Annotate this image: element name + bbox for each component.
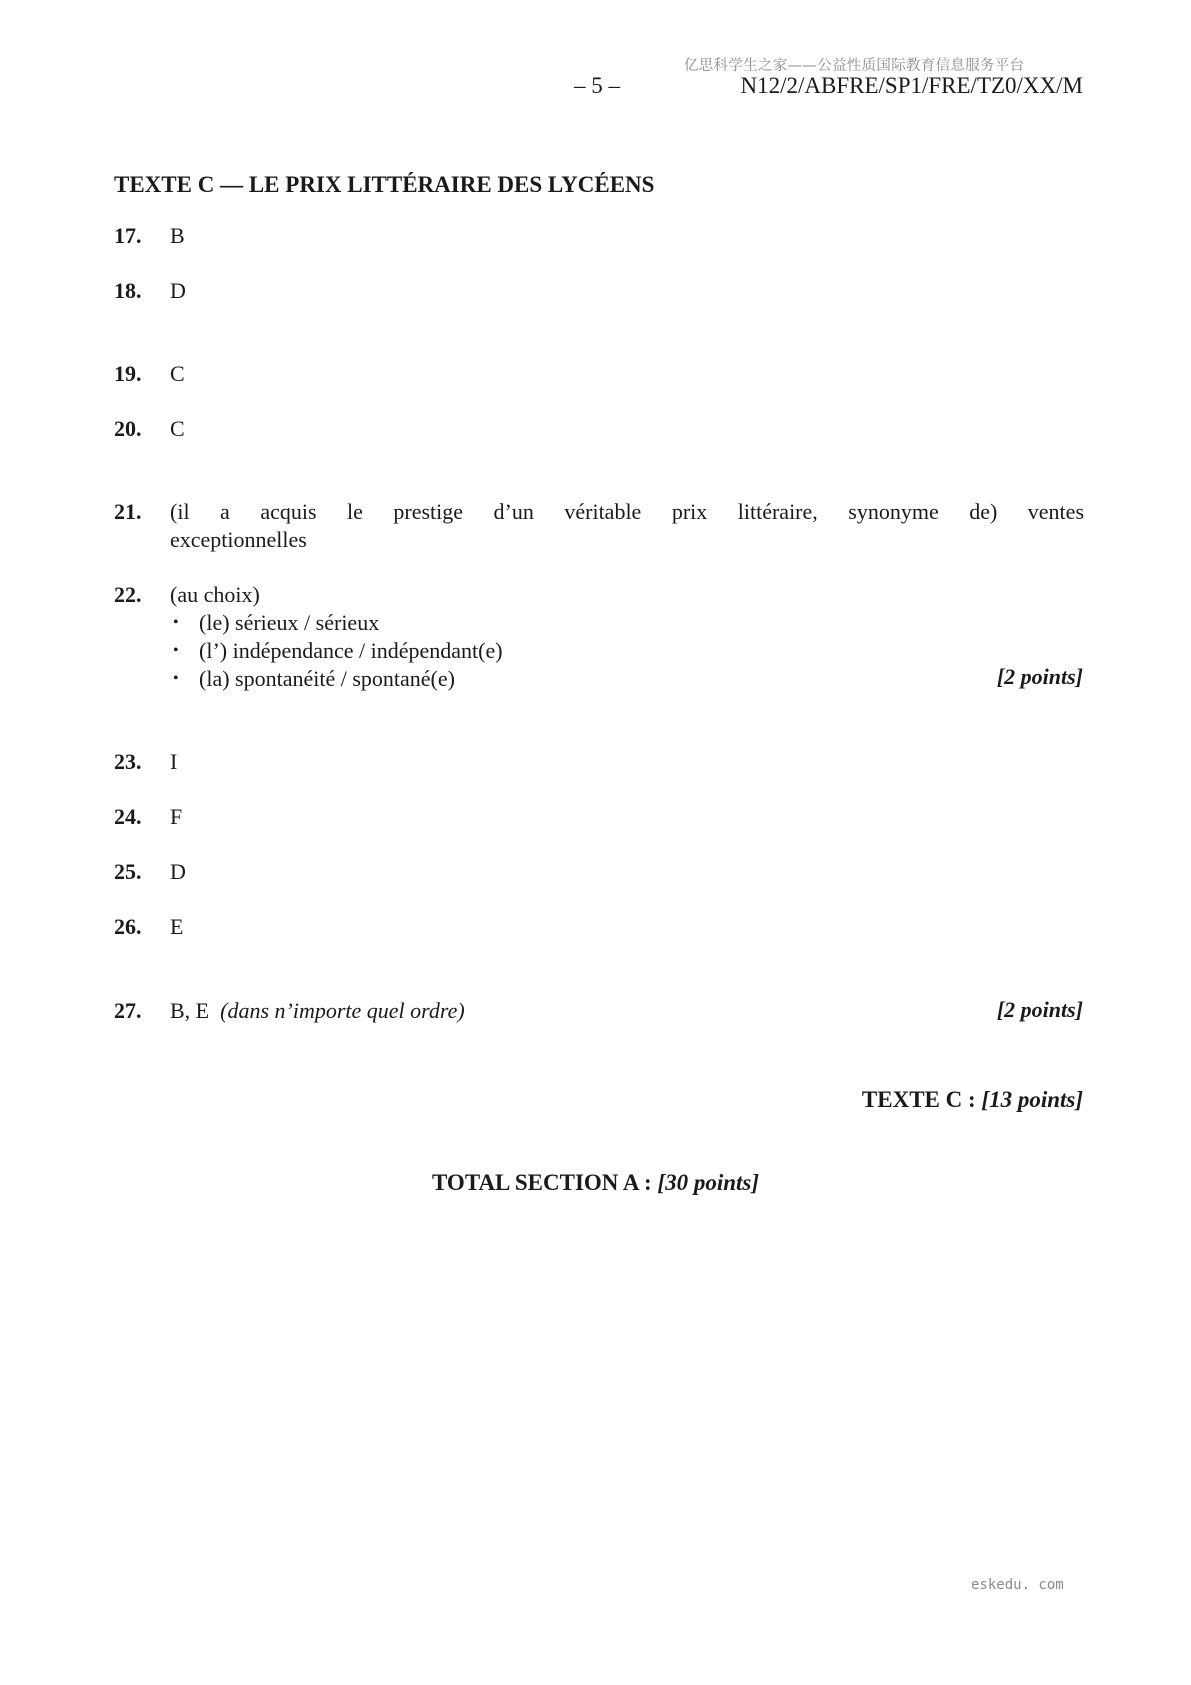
question-22-points: [2 points] bbox=[996, 664, 1083, 689]
question-number: 27. bbox=[114, 998, 142, 1023]
subtotal-label: TEXTE C : bbox=[861, 1087, 976, 1112]
section-title: TEXTE C — LE PRIX LITTÉRAIRE DES LYCÉENS bbox=[114, 172, 655, 197]
total-label: TOTAL SECTION A : bbox=[432, 1170, 652, 1195]
question-answer: I bbox=[170, 749, 178, 774]
question-answer bbox=[170, 997, 465, 1025]
question-answer: F bbox=[170, 804, 183, 829]
question-number: 22. bbox=[114, 582, 142, 607]
question-number: 19. bbox=[114, 361, 142, 386]
answer-bullet: • (l’) indépendance / indépendant(e) bbox=[170, 637, 503, 665]
section-total bbox=[0, 1170, 1191, 1196]
answer-bullet-list bbox=[170, 609, 503, 693]
question-number: 25. bbox=[114, 859, 142, 884]
footer-watermark: eskedu. com bbox=[971, 1577, 1064, 1593]
question-number: 17. bbox=[114, 223, 142, 248]
question-answer: C bbox=[170, 416, 185, 441]
question-number: 20. bbox=[114, 416, 142, 441]
answer-note: (dans n’importe quel ordre) bbox=[220, 998, 465, 1023]
answer-text: B, E bbox=[170, 998, 210, 1023]
total-points: [30 points] bbox=[657, 1170, 759, 1195]
section-subtotal bbox=[862, 1087, 1083, 1113]
question-answer bbox=[170, 581, 503, 693]
answer-intro: (au choix) bbox=[170, 582, 260, 607]
question-number: 24. bbox=[114, 804, 142, 829]
question-number: 26. bbox=[114, 914, 142, 939]
answer-line-2: exceptionnelles bbox=[170, 527, 307, 552]
question-answer: C bbox=[170, 361, 185, 386]
question-number: 18. bbox=[114, 278, 142, 303]
header-watermark: 亿思科学生之家——公益性质国际教育信息服务平台 bbox=[684, 58, 1025, 74]
question-number: 23. bbox=[114, 749, 142, 774]
answer-line-1: (il a acquis le prestige d’un véritable prix littéraire, synonyme de) ventes bbox=[170, 499, 1084, 524]
question-answer: E bbox=[170, 914, 184, 939]
question-number: 21. bbox=[114, 499, 142, 524]
answer-bullet: • (la) spontanéité / spontané(e) bbox=[170, 665, 503, 693]
question-answer: D bbox=[170, 859, 186, 884]
answer-bullet: • (le) sérieux / sérieux bbox=[170, 609, 503, 637]
question-27-points: [2 points] bbox=[996, 997, 1083, 1022]
page-number: – 5 – bbox=[574, 73, 620, 98]
question-answer: B bbox=[170, 223, 185, 248]
question-answer: D bbox=[170, 278, 186, 303]
subtotal-points: [13 points] bbox=[981, 1087, 1083, 1112]
question-answer bbox=[170, 498, 1084, 554]
document-code: N12/2/ABFRE/SP1/FRE/TZ0/XX/M bbox=[740, 73, 1083, 98]
